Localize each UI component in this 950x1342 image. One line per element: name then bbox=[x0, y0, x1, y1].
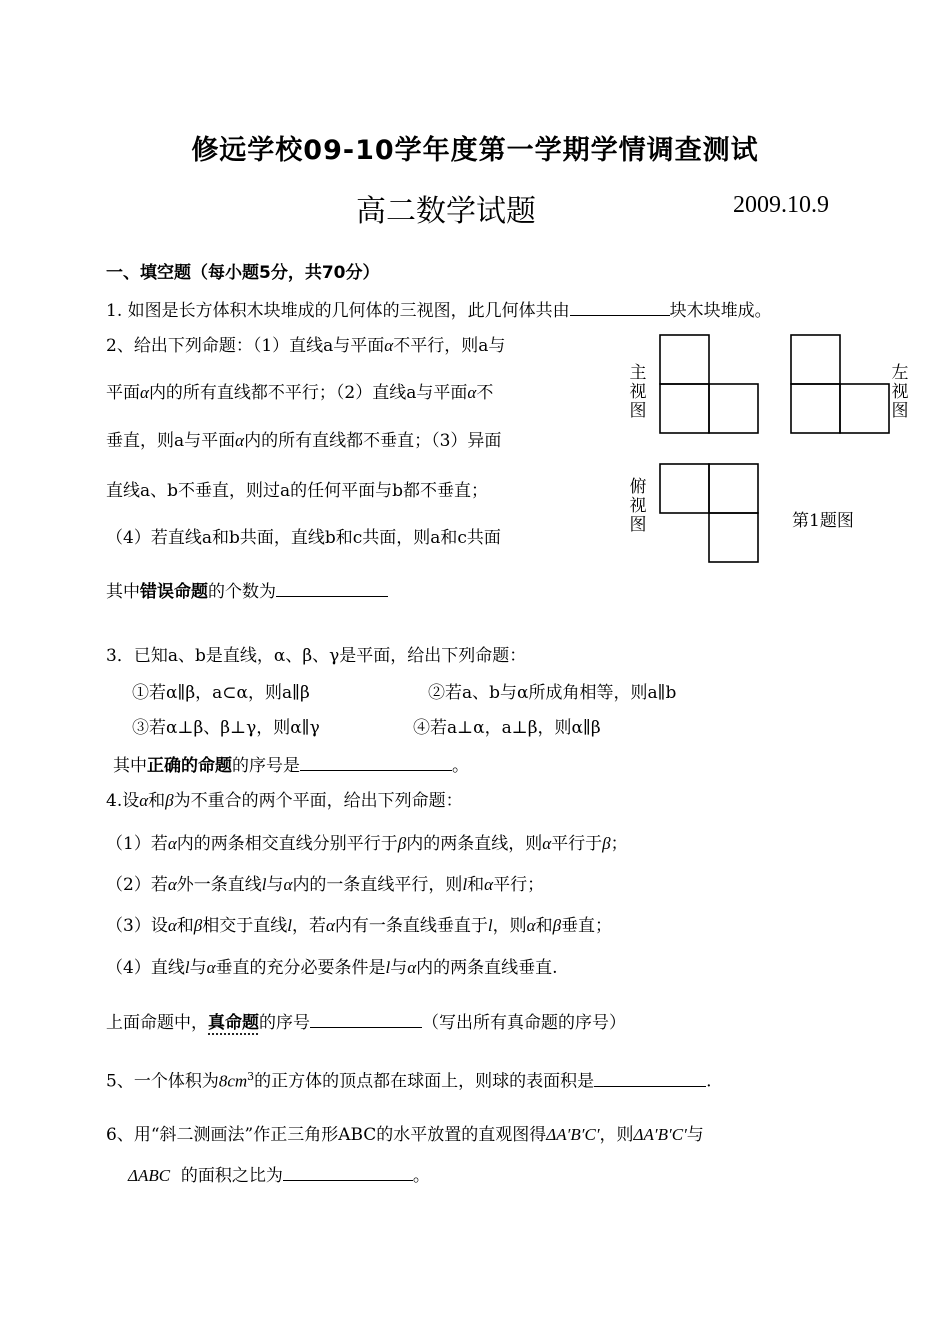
section-heading: 一、填空题（每小题5分，共70分） bbox=[106, 263, 380, 283]
question-2-line-5: （4）若直线a和b共面，直线b和c共面，则a和c共面 bbox=[106, 528, 501, 548]
answer-blank-4[interactable] bbox=[310, 1009, 422, 1028]
answer-blank-5[interactable] bbox=[594, 1068, 706, 1087]
question-4-line-6: 上面命题中，真命题的序号 （写出所有真命题的序号） bbox=[106, 1009, 626, 1034]
side-view-cell bbox=[791, 335, 840, 384]
question-4-prop-3: （3）设α和β相交于直线l，若α内有一条直线垂直于l，则α和β垂直； bbox=[106, 916, 613, 936]
front-view-cell bbox=[660, 384, 709, 433]
answer-blank-1[interactable] bbox=[570, 297, 670, 316]
front-view-cell bbox=[709, 384, 758, 433]
top-view-cell bbox=[660, 464, 709, 513]
answer-blank-2[interactable] bbox=[276, 578, 388, 597]
question-4-prop-4: （4）直线l与α垂直的充分必要条件是l与α内的两条直线垂直. bbox=[106, 958, 558, 978]
question-2-line-2: 平面α内的所有直线都不平行；（2）直线a与平面α不 bbox=[106, 383, 494, 403]
exam-title: 修远学校09-10学年度第一学期学情调查测试 bbox=[191, 135, 759, 166]
question-5: 5、一个体积为$8cm^3$的正方体的顶点都在球面上，则球的表面积是 . bbox=[106, 1066, 712, 1093]
question-3-line-1: 3．已知a、b是直线，α、β、γ是平面，给出下列命题： bbox=[106, 646, 527, 666]
question-4-line-1: 4.设α和β为不重合的两个平面，给出下列命题： bbox=[106, 791, 463, 811]
side-view-label: 左视图 bbox=[891, 363, 909, 421]
figure-caption: 第1题图 bbox=[792, 511, 854, 531]
question-2-line-6: 其中错误命题的个数为 bbox=[106, 578, 388, 603]
three-view-figure bbox=[620, 330, 920, 570]
question-6-line-1: 6、用“斜二测画法”作正三角形ABC的水平放置的直观图得ΔA′B′C′，则ΔA′B′C′与 bbox=[106, 1125, 704, 1145]
front-view-cell bbox=[660, 335, 709, 384]
question-2-line-4: 直线a、b不垂直，则过a的任何平面与b都不垂直； bbox=[106, 481, 489, 501]
question-3-line-4: 其中正确的命题的序号是 。 bbox=[113, 752, 469, 777]
question-3-prop-4: ④若a⊥α，a⊥β，则α∥β bbox=[413, 718, 601, 738]
question-1: 1. 如图是长方体积木块堆成的几何体的三视图，此几何体共由 块木块堆成。 bbox=[106, 297, 772, 322]
question-4-prop-2: （2）若α外一条直线l与α内的一条直线平行，则l和α平行； bbox=[106, 875, 545, 895]
question-3-prop-3: ③若α⊥β、β⊥γ，则α∥γ bbox=[132, 718, 320, 738]
answer-blank-6[interactable] bbox=[283, 1162, 413, 1181]
question-4-prop-1: （1）若α内的两条相交直线分别平行于β内的两条直线，则α平行于β； bbox=[106, 834, 628, 854]
question-3-prop-2: ②若a、b与α所成角相等，则a∥b bbox=[428, 683, 677, 703]
top-view-cell bbox=[709, 464, 758, 513]
exam-subtitle: 高二数学试题 bbox=[356, 194, 536, 229]
side-view-cell bbox=[840, 384, 889, 433]
top-view-label: 俯视图 bbox=[629, 477, 647, 535]
side-view-cell bbox=[791, 384, 840, 433]
top-view-cell bbox=[709, 513, 758, 562]
front-view-label: 主视图 bbox=[629, 363, 647, 421]
question-6-line-2: ΔABC 的面积之比为 。 bbox=[128, 1162, 430, 1187]
question-2-line-3: 垂直，则a与平面α内的所有直线都不垂直；（3）异面 bbox=[106, 431, 502, 451]
question-2-line-1: 2、给出下列命题：（1）直线a与平面α不平行，则a与 bbox=[106, 336, 506, 356]
answer-blank-3[interactable] bbox=[300, 752, 452, 771]
exam-date: 2009.10.9 bbox=[733, 192, 829, 218]
question-3-prop-1: ①若α∥β，a⊂α，则a∥β bbox=[132, 683, 310, 703]
